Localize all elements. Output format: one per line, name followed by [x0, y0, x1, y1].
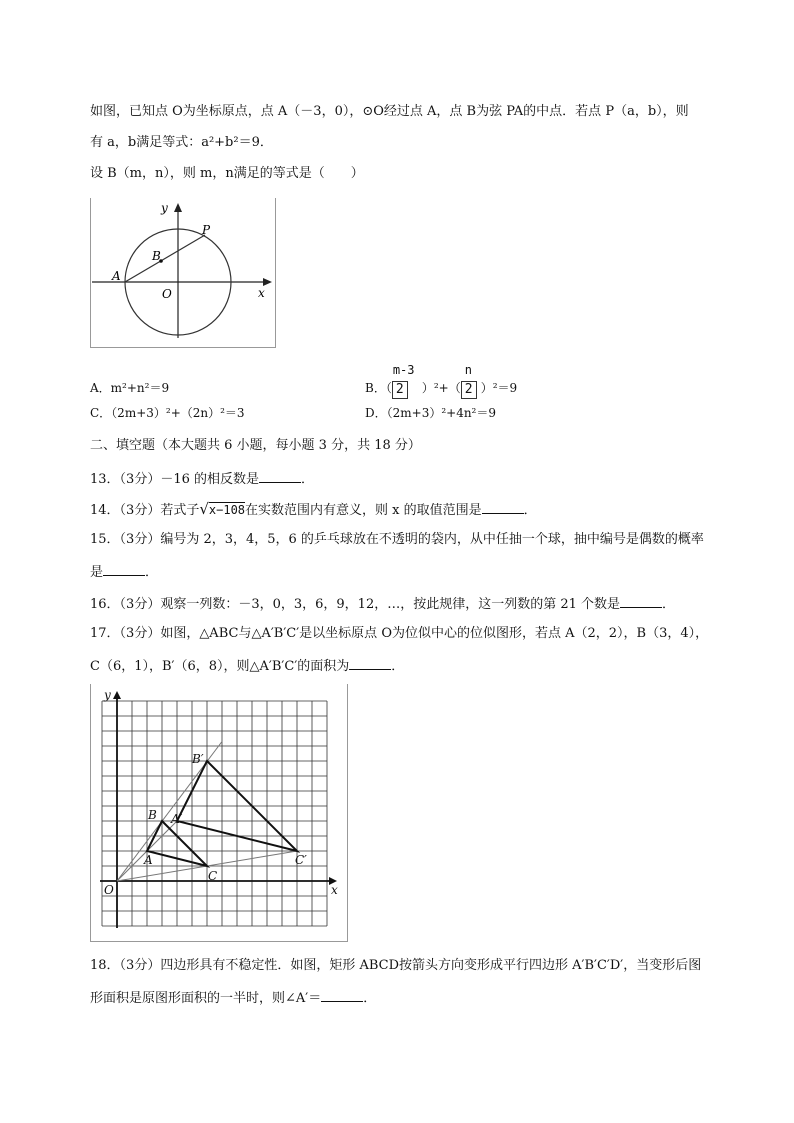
q18-line1: 18．（3分）四边形具有不稳定性．如图，矩形 ABCD按箭头方向变形成平行四边形 A′B′C′D′，当变形后图: [90, 958, 702, 973]
q14-answer-blank[interactable]: [482, 501, 524, 514]
y-axis-arrow: [113, 691, 121, 699]
option-b-suffix: ）²＝9: [480, 381, 518, 395]
option-d: D．（2m+3）²+4n²＝9: [365, 406, 496, 420]
q15-line1: 15．（3分）编号为 2，3，4，5，6 的乒乓球放在不透明的袋内，从中任抽一个球，抽中编号是偶数的概率: [90, 532, 704, 547]
question-15-line2: [90, 563, 158, 581]
grid-axes: [100, 691, 337, 928]
q13-text: 13．（3分）－16 的相反数是: [90, 472, 259, 487]
q18-end: ．: [363, 991, 377, 1006]
option-b: [365, 362, 518, 397]
q17-line1: 17．（3分）如图，△ABC与△A′B′C′是以坐标原点 O为位似中心的位似图形，若点 A（2，2），B（3，4），: [90, 626, 709, 641]
grid-label-c: C: [208, 869, 218, 883]
option-b-mid: ）²+（: [421, 381, 461, 395]
q16-end: ．: [662, 597, 676, 612]
question-17-line2: [90, 657, 404, 675]
question-18-line2: [90, 989, 376, 1007]
option-c: C．（2m+3）²+（2n）²＝3: [90, 406, 245, 420]
grid-label-b1: B′: [192, 752, 204, 766]
option-b-num2: n: [464, 362, 472, 377]
label-x: x: [258, 286, 265, 300]
q16-text: 16．（3分）观察一列数：－3，0，3，6，9，12，…，按此规律，这一列数的第 21 个数是: [90, 597, 621, 612]
q18-line2: 形面积是原图形面积的一半时，则∠A′＝: [90, 991, 322, 1006]
question-14: [90, 501, 537, 519]
label-a: A: [112, 269, 121, 283]
q12-stem-line1: 如图，已知点 O为坐标原点，点 A（－3，0），⊙O经过点 A，点 B为弦 PA的中点．若点 P（a，b），则: [90, 104, 689, 119]
q17-answer-blank[interactable]: [349, 657, 391, 670]
option-b-frac1: [392, 362, 422, 397]
grid-label-y: y: [104, 688, 111, 702]
q13-end: ．: [301, 472, 315, 487]
q13-answer-blank[interactable]: [259, 470, 301, 483]
q14-radicand: x−108: [208, 503, 246, 517]
question-16: [90, 595, 675, 613]
q14-end: ．: [523, 503, 537, 518]
q15-line2: 是: [90, 565, 104, 580]
q17-end: ．: [391, 659, 405, 674]
option-b-den2: 2: [461, 381, 477, 399]
q14-pre: 14．（3分）若式子: [90, 503, 200, 518]
option-b-num1: m-3: [392, 362, 415, 377]
q17-line2: C（6，1），B′（6，8），则△A′B′C′的面积为: [90, 659, 350, 674]
section-header: 二、填空题（本大题共 6 小题，每小题 3 分，共 18 分）: [90, 438, 421, 453]
option-b-prefix: B．（: [365, 381, 392, 395]
label-b: B: [152, 249, 161, 263]
question-13: [90, 470, 314, 488]
q18-answer-blank[interactable]: [321, 989, 363, 1002]
grid-lines: [90, 684, 348, 942]
label-y: y: [161, 201, 168, 215]
q16-answer-blank[interactable]: [620, 595, 662, 608]
q14-post: 在实数范围内有意义，则 x 的取值范围是: [245, 503, 482, 518]
grid-label-a1: A′: [171, 812, 183, 826]
option-b-den1: 2: [392, 381, 408, 399]
chord-ap: [125, 235, 205, 282]
similarity-grid-figure: [90, 684, 348, 942]
circle-figure: [90, 198, 276, 348]
grid-label-x: x: [331, 883, 338, 897]
grid-label-b: B: [148, 808, 157, 822]
label-o: O: [162, 287, 172, 301]
grid-label-a: A: [144, 853, 153, 867]
option-a: A．m²+n²＝9: [90, 381, 170, 395]
q12-stem-line3: 设 B（m，n），则 m，n满足的等式是（ ）: [90, 166, 364, 181]
option-b-frac2: [461, 362, 481, 397]
q15-answer-blank[interactable]: [103, 563, 145, 576]
grid-label-o: O: [104, 883, 114, 897]
sqrt-sign: √: [199, 500, 209, 518]
y-axis-arrow: [174, 203, 182, 212]
q12-stem-line2: 有 a，b满足等式：a²+b²＝9．: [90, 135, 273, 150]
grid-label-c1: C′: [295, 853, 307, 867]
x-axis-arrow: [263, 278, 272, 286]
q15-end: ．: [145, 565, 159, 580]
label-p: P: [202, 223, 211, 237]
